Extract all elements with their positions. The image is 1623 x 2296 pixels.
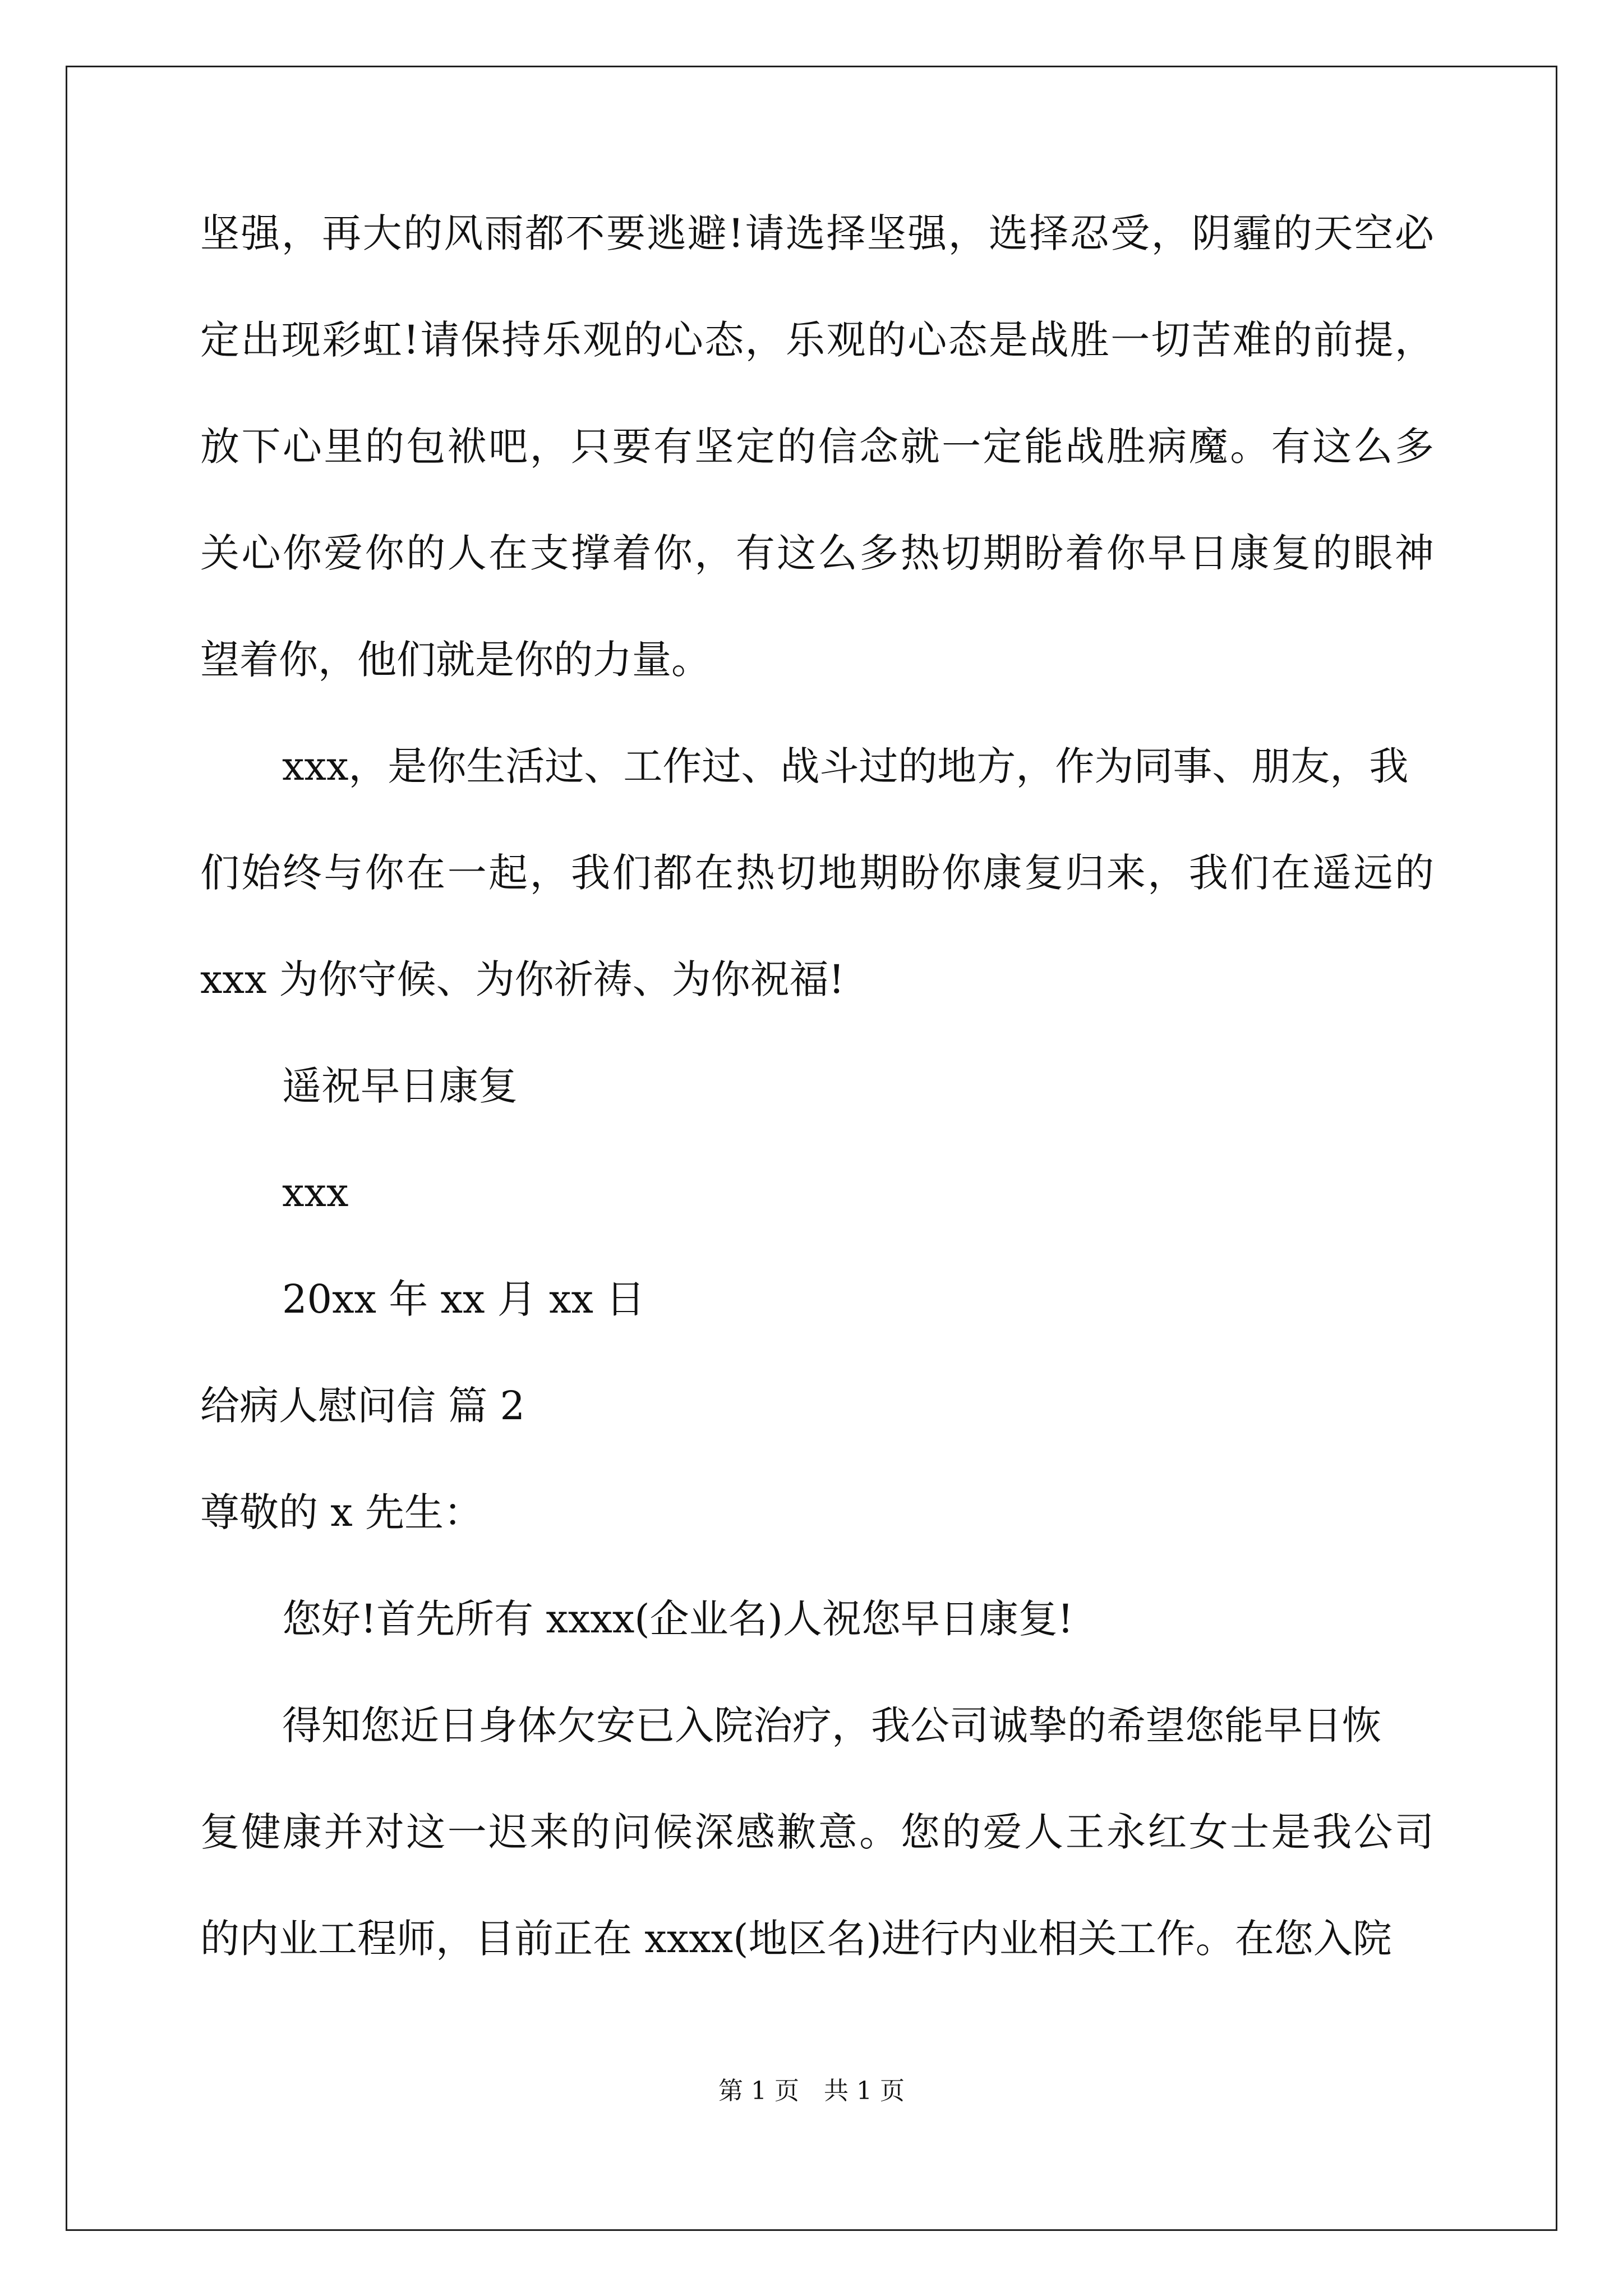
paragraph-line: 坚强，再大的风雨都不要逃避!请选择坚强，选择忍受，阴霾的天空必	[200, 210, 1434, 256]
paragraph-line: xxx，是你生活过、工作过、战斗过的地方，作为同事、朋友，我	[282, 743, 1409, 789]
paragraph-line: 的内业工程师，目前正在 xxxx(地区名)进行内业相关工作。在您入院	[200, 1916, 1392, 1962]
paragraph-line: 放下心里的包袱吧，只要有坚定的信念就一定能战胜病魔。有这么多	[200, 424, 1434, 470]
paragraph-line: 们始终与你在一起，我们都在热切地期盼你康复归来，我们在遥远的	[200, 850, 1434, 896]
paragraph-line: 关心你爱你的人在支撑着你，有这么多热切期盼着你早日康复的眼神	[200, 530, 1434, 576]
paragraph-line: 定出现彩虹!请保持乐观的心态，乐观的心态是战胜一切苦难的前提，	[200, 317, 1434, 363]
page-footer: 第 1 页 共 1 页	[718, 2077, 905, 2105]
paragraph-line: 复健康并对这一迟来的问候深感歉意。您的爱人王永红女士是我公司	[200, 1809, 1434, 1855]
letter-body	[200, 208, 1434, 2019]
section-title: 给病人慰问信 篇 2	[200, 1383, 525, 1429]
greeting-line: 您好!首先所有 xxxx(企业名)人祝您早日康复!	[282, 1596, 1074, 1642]
paragraph-line: 得知您近日身体欠安已入院治疗，我公司诚挚的希望您能早日恢	[282, 1703, 1381, 1749]
salutation: 尊敬的 x 先生：	[200, 1489, 483, 1535]
letter-date: 20xx 年 xx 月 xx 日	[282, 1276, 645, 1322]
closing-wish: 遥祝早日康复	[282, 1063, 518, 1109]
paragraph-line: xxx 为你守候、为你祈祷、为你祝福!	[200, 956, 845, 1002]
signature: xxx	[282, 1170, 349, 1216]
paragraph-line: 望着你，他们就是你的力量。	[200, 637, 711, 683]
